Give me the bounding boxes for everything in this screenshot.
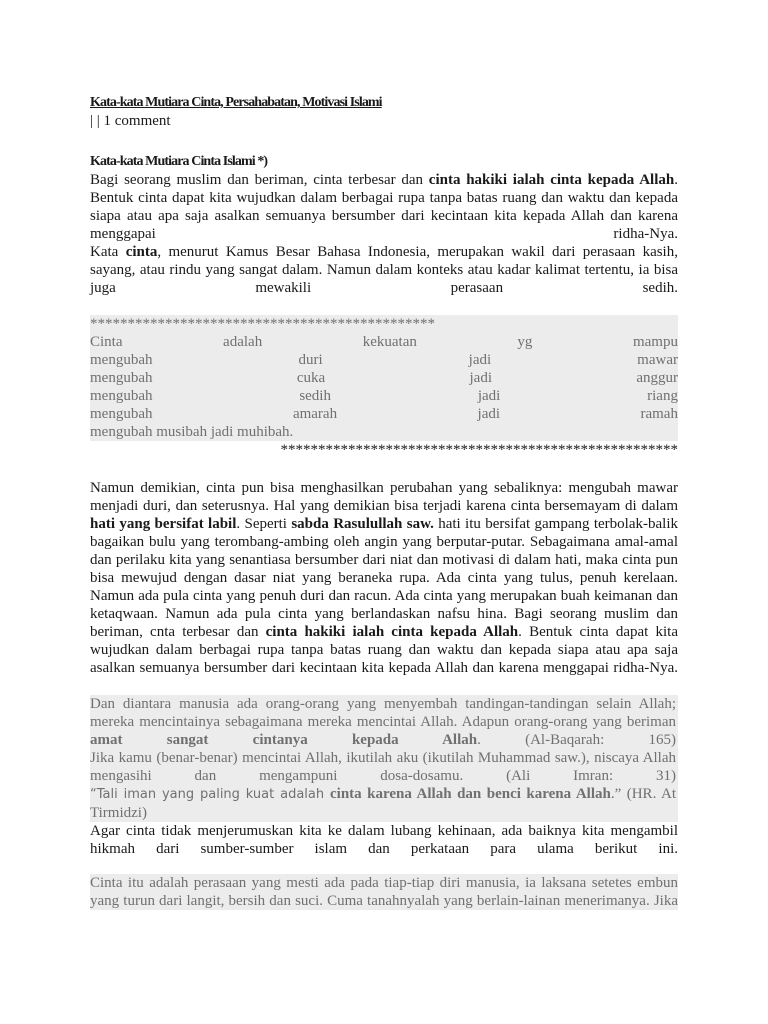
- quote-box-cinta: [90, 874, 678, 910]
- quote-cinta-text: Cinta itu adalah perasaan yang mesti ada pada tiap-tiap diri manusia, ia laksana setetes embun yang turun dari langit, bersih dan suci. Cuma tanahnyalah yang berlain-lainan menerimanya. Jika: [90, 875, 678, 909]
- paragraph-intro: Bagi seorang muslim dan beriman, cinta terbesar dan cinta hakiki ialah cinta kepada Allah. Bentuk cinta dapat kita wujudkan dalam berbagai rupa tanpa batas ruang dan waktu dan kepada siapa atau apa saja asalkan semuanya bersumber dari kecintaan kita kepada Allah dan karena menggapai ridha-Nya.: [90, 172, 678, 242]
- paragraph-hikmah: Agar cinta tidak menjerumuskan kita ke dalam lubang kehinaan, ada baiknya kita mengambil hikmah dari sumber-sumber islam dan perkataan para ulama berikut ini.: [90, 823, 678, 857]
- poem-last-line: mengubah musibah jadi muhibah.: [90, 424, 294, 440]
- quote-baqarah: Dan diantara manusia ada orang-orang yang menyembah tandingan-tandingan selain Allah; mereka mencintainya sebagaimana mereka mencintai Allah. Adapun orang-orang yang beriman amat sangat cintanya kepada Allah. (Al-Baqarah: 165): [90, 696, 676, 748]
- poem-line: mengubah duri jadi mawar: [90, 352, 678, 368]
- comment-meta[interactable]: | | 1 comment: [90, 113, 171, 129]
- document-page: [90, 94, 678, 910]
- paragraph-body: Namun demikian, cinta pun bisa menghasilkan perubahan yang sebaliknya: mengubah mawar menjadi duri, dan seterusnya. Hal yang demikian bisa terjadi karena cinta bersemayam di dalam hati yang bersifat labil. Seperti sabda Rasulullah saw. hati itu bersifat gampang terbolak-balik bagaikan bulu yang terombang-ambing oleh angin yang berputar-putar. Sebagaimana amal-amal dan perilaku kita yang senantiasa bersumber dari niat dan motivasi di dalam hati, maka cinta pun bisa mewujud dengan dasar niat yang beraneka rupa. Ada cinta yang tulus, penuh kerelaan. Namun ada pula cinta yang penuh duri dan racun. Ada cinta yang merupakan buah keimanan dan ketaqwaan. Namun ada pula cinta yang berlandaskan nafsu hina. Bagi seorang muslim dan beriman, cnta terbesar dan cinta hakiki ialah cinta kepada Allah. Bentuk cinta dapat kita wujudkan dalam berbagai rupa tanpa batas ruang dan waktu dan kepada siapa atau apa saja asalkan semuanya bersumber dari kecintaan kita kepada Allah dan karena menggapai ridha-Nya.: [90, 480, 678, 676]
- article-title[interactable]: Kata-kata Mutiara Cinta, Persahabatan, Motivasi Islami: [90, 95, 382, 110]
- section-heading: Kata-kata Mutiara Cinta Islami *): [90, 154, 268, 169]
- poem-line: mengubah cuka jadi anggur: [90, 370, 678, 386]
- stars-divider-top: **********************************************: [90, 316, 435, 332]
- poem-line: mengubah sedih jadi riang: [90, 388, 678, 404]
- quote-box: [90, 695, 678, 822]
- poem-line: Cinta adalah kekuatan yg mampu: [90, 334, 678, 350]
- stars-divider-bottom: *****************************************************: [90, 441, 678, 459]
- quote-hadith: “Tali iman yang paling kuat adalah cinta karena Allah dan benci karena Allah.” (HR. At Tirmidzi): [90, 786, 676, 821]
- poem-line: mengubah amarah jadi ramah: [90, 406, 678, 422]
- poem-box: [90, 315, 678, 441]
- paragraph-definition: Kata cinta, menurut Kamus Besar Bahasa Indonesia, merupakan wakil dari perasaan kasih, sayang, atau rindu yang sangat dalam. Namun dalam konteks atau kadar kalimat tertentu, ia bisa juga mewakili perasaan sedih.: [90, 244, 678, 296]
- quote-ali-imran: Jika kamu (benar-benar) mencintai Allah, ikutilah aku (ikutilah Muhammad saw.), niscaya Allah mengasihi dan mengampuni dosa-dosamu. (Ali Imran: 31): [90, 750, 676, 784]
